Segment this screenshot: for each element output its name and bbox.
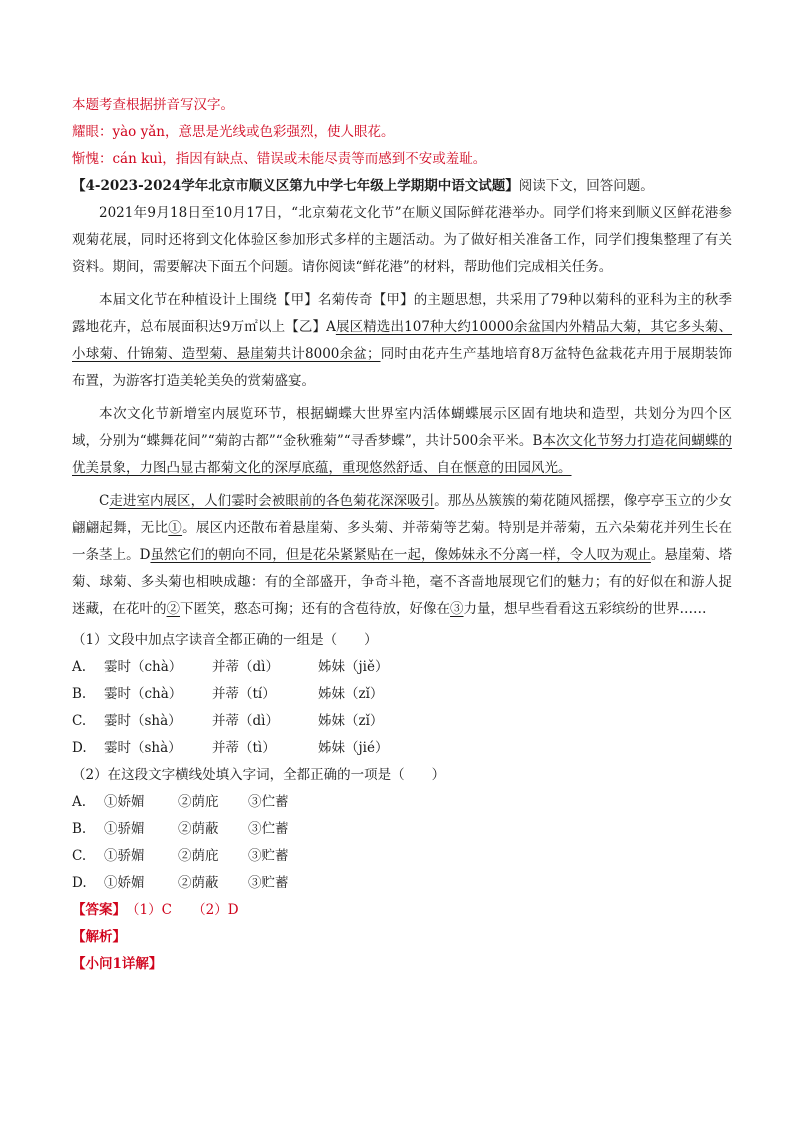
answer-label: 【答案】 — [72, 902, 120, 918]
blank-2: ② — [166, 601, 180, 617]
p4-text-e: 。悬崖菊、塔菊、球菊、多头菊也相映成趣：有的全部盛开，争奇斗艳，毫不吝啬地展现它们的魅力；有的好似在和游人捉迷藏，在花叶的 — [72, 547, 733, 617]
p4-text-d: 。展区内还散布着悬崖菊、多头菊、并蒂菊等艺菊。特别是并蒂菊，五六朵菊花并列生长在一条茎上。D — [72, 520, 733, 563]
intro-line-2: 耀眼：yào yǎn，意思是光线或色彩强烈，使人眼花。 — [72, 124, 395, 140]
document-page — [72, 92, 732, 978]
passage-paragraph-1: 2021年9月18日至10月17日，“北京菊花文化节”在顺义国际鲜花港举办。同学们将来到顺义区鲜花港参观菊花展，同时还将到文化体验区参加形式多样的主题活动。为了做好相关准备工作，同学们搜集整理了有关资料。期间，需要解决下面五个问题。请你阅读“鲜花港”的材料，帮助他们完成相关任务。 — [72, 205, 732, 275]
q1-option-d: D. 霎时（shà） 并蒂（tì） 姊妹（jié） — [72, 740, 389, 756]
p3-text-a: 本次文化节新增室内展览环节，根据蝴蝶大世界室内活体蝴蝶展示区固有地块和造型，共划分为四个区域，分别为“蝶舞花间”“菊韵古都”“金秋雅菊”“寻香梦蝶”，共计500余平米。B — [72, 406, 732, 449]
blank-3: ③ — [450, 601, 464, 617]
p4-underlined-sentence-d: 虽然它们的朝向不同，但是花朵紧紧贴在一起，像姊妹永不分离一样，令人叹为观止 — [150, 547, 651, 563]
question-header — [72, 173, 732, 200]
analysis-label: 【解析】 — [72, 929, 126, 945]
intro-line-1: 本题考查根据拼音写汉字。 — [72, 97, 234, 113]
q2-option-a: A. ①娇媚 ②荫庇 ③伫蓄 — [72, 794, 289, 810]
question-2-stem: （2）在这段文字横线处填入字词，全都正确的一项是（ ） — [72, 767, 446, 783]
p3-underlined-sentence-b: 本次文化节努力打造花间蝴蝶的优美景象，力图凸显古都菊文化的深厚底蕴，重现悠然舒适、自在惬意的田园风光。 — [72, 433, 733, 476]
p4-text-g: 力量，想早些看看这五彩缤纷的世界…… — [463, 601, 707, 617]
question-prompt: 阅读下文，回答问题。 — [518, 178, 654, 194]
q1-option-c: C. 霎时（shà） 并蒂（dì） 姊妹（zǐ） — [72, 713, 384, 729]
p4-text-f: 下匿笑，憨态可掬；还有的含苞待放，好像在 — [180, 601, 450, 617]
passage-paragraph-3 — [72, 401, 732, 482]
q2-option-c: C. ①骄媚 ②荫庇 ③贮蓄 — [72, 848, 289, 864]
p4-underlined-sentence-c: 走进室内展区，人们霎时会被眼前的各色菊花深深吸引 — [109, 493, 435, 509]
detail-1-label: 【小问1详解】 — [72, 956, 163, 972]
q2-option-d: D. ①娇媚 ②荫蔽 ③贮蓄 — [72, 875, 289, 891]
q1-option-a: A. 霎时（chà） 并蒂（dì） 姊妹（jiě） — [72, 659, 389, 675]
passage-paragraph-2 — [72, 287, 732, 395]
p2-text-a: 本届文化节在种植设计上围绕【甲】名菊传奇【甲】的主题思想，共采用了79种以菊科的亚科为主的秋季露地花卉，总布展面积达9万㎡以上【乙】A — [72, 292, 732, 335]
p2-underlined-sentence-a: 展区精选出107种大约10000余盆国内外精品大菊，其它多头菊、小球菊、什锦菊、造型菊、悬崖菊共计8000余盆； — [72, 319, 733, 362]
p2-text-b: 同时由花卉生产基地培育8万盆特色盆栽花卉用于展期装饰布置，为游客打造美轮美奂的赏菊盛宴。 — [72, 346, 733, 389]
answer-line — [72, 897, 732, 924]
answer-text: （1）C （2）D — [119, 902, 239, 918]
blank-1: ① — [168, 520, 183, 536]
question-source: 【4-2023-2024学年北京市顺义区第九中学七年级上学期期中语文试题】 — [72, 178, 519, 194]
q2-option-b: B. ①骄媚 ②荫蔽 ③伫蓄 — [72, 821, 289, 837]
q1-option-b: B. 霎时（chà） 并蒂（tí） 姊妹（zǐ） — [72, 686, 384, 702]
p4-label-c: C — [99, 493, 110, 509]
intro-line-3: 惭愧：cán kuì，指因有缺点、错误或未能尽责等而感到不安或羞耻。 — [72, 151, 487, 167]
question-1-stem: （1）文段中加点字读音全都正确的一组是（ ） — [72, 632, 378, 648]
p4-text-b: 。那丛丛簇簇的菊花随风摇摆，像亭亭玉立的少女翩翩起舞，无比 — [72, 493, 733, 536]
passage-paragraph-4 — [72, 488, 732, 623]
